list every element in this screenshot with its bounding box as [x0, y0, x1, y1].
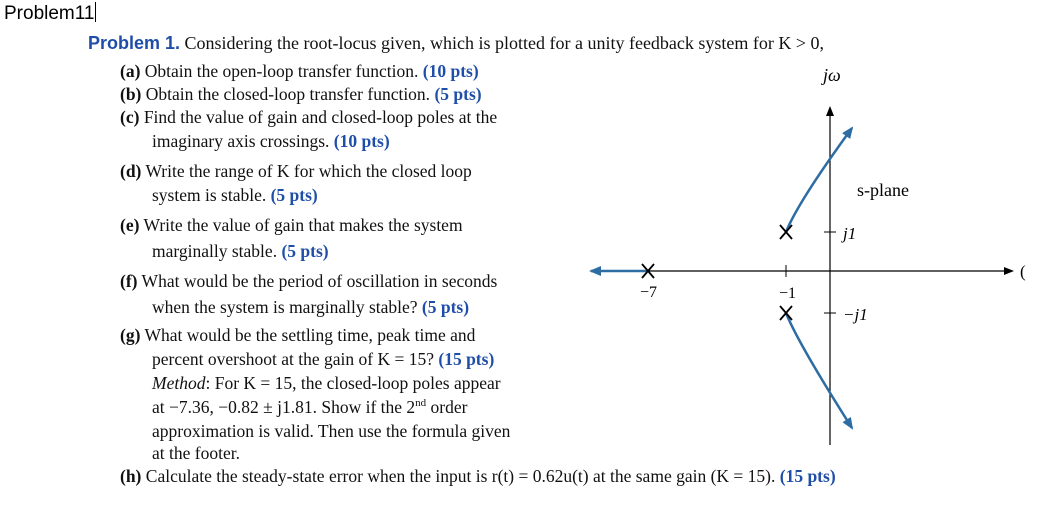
plane-label: s-plane: [857, 180, 909, 200]
item-b: [120, 84, 482, 105]
problem-label: Problem 1.: [88, 33, 181, 53]
item-h-pts: (15 pts): [779, 466, 836, 486]
item-c-label: (c): [120, 107, 140, 127]
item-f-label: (f): [120, 271, 138, 291]
tick-label-minus7: −7: [640, 284, 658, 301]
item-c-cont: [152, 131, 390, 152]
item-g-sup: nd: [415, 397, 427, 410]
problem-statement: [88, 33, 824, 54]
item-g-line5: approximation is valid. Then use the formula given: [152, 421, 511, 441]
item-g-line5-row: [152, 421, 510, 442]
locus-lower-branch: [786, 313, 852, 428]
item-g-line4b: order: [426, 397, 468, 417]
header-title: Problem11: [4, 3, 95, 24]
item-g: [120, 325, 475, 346]
item-b-label: (b): [120, 84, 142, 104]
item-f-pts: (5 pts): [421, 297, 470, 317]
item-d-label: (d): [120, 161, 142, 181]
item-f-line1: What would be the period of oscillation in seconds: [141, 271, 498, 291]
item-g-label: (g): [120, 325, 141, 345]
tick-label-j1: j1: [843, 224, 857, 243]
item-d-line2: system is stable.: [152, 185, 267, 205]
item-c-pts: (10 pts): [333, 131, 390, 151]
item-c-line1: Find the value of gain and closed-loop poles at the: [143, 107, 498, 127]
item-g-line6-row: [152, 443, 240, 464]
item-c-line2: imaginary axis crossings.: [152, 131, 330, 151]
item-d-pts: (5 pts): [270, 185, 318, 205]
item-g-line4-row: [152, 397, 467, 418]
item-d-cont: [152, 185, 318, 206]
item-c: [120, 107, 497, 128]
item-a-label: (a): [120, 61, 141, 81]
pole-minus7: [642, 264, 654, 278]
item-a-text: Obtain the open-loop transfer function.: [144, 61, 419, 81]
item-g-method-label: Method: [152, 373, 206, 393]
item-g-line3-row: [152, 373, 501, 394]
item-g-line1: What would be the settling time, peak time and: [144, 325, 476, 345]
item-g-line3: : For K = 15, the closed-loop poles appear: [205, 373, 501, 393]
pole-upper: [780, 225, 792, 239]
item-d-line1: Write the range of K for which the closed loop: [145, 161, 472, 181]
item-f-cont: [152, 297, 469, 318]
item-e-pts: (5 pts): [281, 241, 329, 261]
item-f: [120, 271, 497, 292]
item-g-line2-row: [152, 349, 494, 370]
item-a: [120, 61, 479, 82]
locus-upper-branch: [786, 128, 852, 232]
item-e-line2: marginally stable.: [152, 241, 278, 261]
tick-label-minus-j1: −j1: [843, 305, 868, 324]
tick-label-minus1: −1: [779, 285, 797, 302]
item-a-pts: (10 pts): [422, 61, 479, 81]
item-e-line1: Write the value of gain that makes the system: [143, 215, 463, 235]
pole-lower: [780, 306, 792, 320]
item-g-line4: at −7.36, −0.82 ± j1.81. Show if the 2: [152, 397, 416, 417]
page-header: [4, 2, 96, 25]
item-h-text: Calculate the steady-state error when the input is r(t) = 0.62u(t) at the same gain (K = 15).: [145, 466, 776, 486]
item-g-pts: (15 pts): [438, 349, 495, 369]
item-f-line2: when the system is marginally stable?: [152, 297, 418, 317]
y-axis-label: jω: [823, 65, 841, 85]
item-g-line2: percent overshoot at the gain of K = 15?: [152, 349, 434, 369]
item-d: [120, 161, 472, 182]
item-g-line6: at the footer.: [152, 443, 240, 463]
item-h: [120, 466, 836, 487]
text-cursor: [95, 2, 96, 22]
item-e-cont: [152, 241, 329, 262]
item-b-text: Obtain the closed-loop transfer function.: [145, 84, 431, 104]
problem-text: Considering the root-locus given, which is plotted for a unity feedback system for K > 0,: [184, 33, 825, 53]
right-edge-glyph: (: [1020, 262, 1026, 281]
item-h-label: (h): [120, 466, 142, 486]
item-e: [120, 215, 463, 236]
item-b-pts: (5 pts): [434, 84, 482, 104]
item-e-label: (e): [120, 215, 140, 235]
